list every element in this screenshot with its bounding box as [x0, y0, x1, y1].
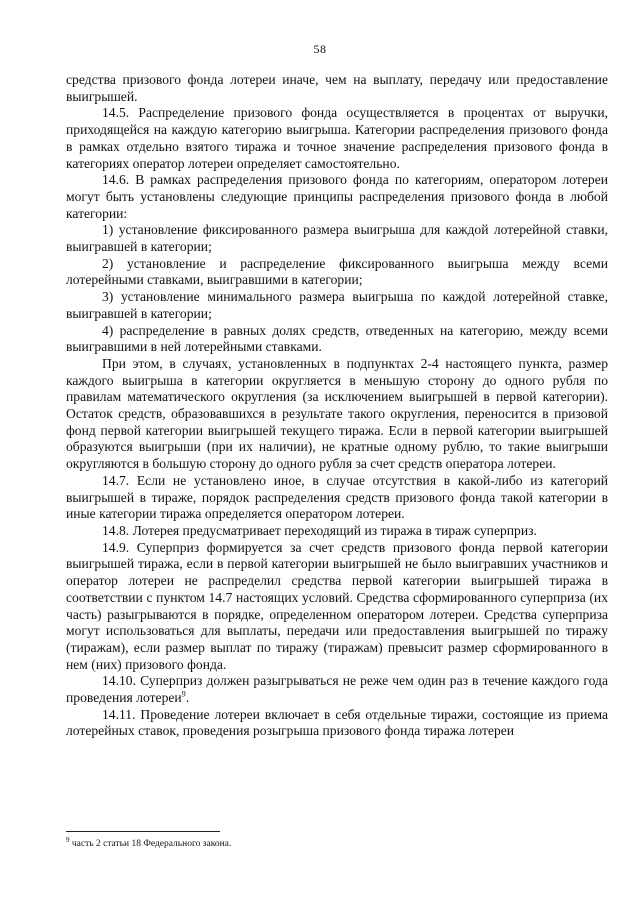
paragraph-14-6: 14.6. В рамках распределения призового фонда по категориям, оператором лотереи могут быть установлены следующие принципы распределения призового фонда в любой категории:: [66, 172, 608, 221]
list-item-1: 1) установление фиксированного размера выигрыша для каждой лотерейной ставки, выигравшей в категории;: [66, 222, 608, 255]
list-item-2: 2) установление и распределение фиксированного выигрыша между всеми лотерейными ставками, выигравшими в категории;: [66, 255, 608, 288]
paragraph-14-7: 14.7. Если не установлено иное, в случае отсутствия в какой-либо из категорий выигрышей в тираже, порядок распределения средств призового фонда такой категории в иные категории тиража определяется оператором лотереи.: [66, 472, 608, 522]
page-number: 58: [313, 42, 327, 56]
paragraph-14-5: 14.5. Распределение призового фонда осуществляется в процентах от выручки, приходящейся на каждую категорию выигрыша. Категории распределения призового фонда в рамках отдельно взятого тиража и точное значение распределения призового фонда в категориях оператор лотереи определяет самостоятельно.: [66, 105, 608, 171]
paragraph-continuation: средства призового фонда лотереи иначе, чем на выплату, передачу или предоставление выигрышей.: [66, 72, 608, 104]
list-item-3: 3) установление минимального размера выигрыша по каждой лотерейной ставке, выигравшей в категории;: [66, 289, 608, 321]
paragraph-14-9: 14.9. Суперприз формируется за счет средств призового фонда первой категории выигрышей тиража, если в первой категории выигрышей не было выигравших участников и оператор лотереи не распределил средства первой категории выигрышей тиража в соответствии с пунктом 14.7 настоящих условий. Средства сформированного суперприза (их часть) разыгрываются в порядке, определенном оператором лотереи. Средства суперприза могут использоваться для выплаты, передачи или предоставления выигрышей по тиражу (тиражам), если размер выплат по тиражу (тиражам) превысит размер сформированного в нем (них) призового фонда.: [66, 539, 608, 672]
list-item-4: 4) распределение в равных долях средств, отведенных на категорию, между всеми выигравшими в ней лотерейными ставками.: [66, 322, 608, 355]
paragraph-14-10-tail: .: [185, 690, 190, 706]
footnote-reference: 9: [181, 689, 186, 699]
footnote: [66, 835, 606, 850]
paragraph-14-10: [66, 673, 608, 706]
footnote-text: часть 2 статьи 18 Федерального закона.: [71, 839, 232, 849]
paragraph-14-10-text: 14.10. Суперприз должен разыгрываться не реже чем один раз в течение каждого года проведения лотереи: [66, 673, 608, 706]
paragraph-14-8: 14.8. Лотерея предусматривает переходящий из тиража в тираж суперприз.: [102, 522, 537, 538]
paragraph-rounding: При этом, в случаях, установленных в подпунктах 2-4 настоящего пункта, размер каждого выигрыша в категории округляется в меньшую сторону до одного рубля по правилам математического округления (за исключением выигрышей в первой категории). Остаток средств, образовавшихся в результате такого округления, переносится в призовой фонд первой категории выигрышей текущего тиража. Если в первой категории выигрышей образуются выигрыши (при их наличии), не кратные одному рублю, то такие выигрыши округляются в большую сторону до одного рубля за счет средств оператора лотереи.: [66, 355, 608, 472]
paragraph-14-11: 14.11. Проведение лотереи включает в себя отдельные тиражи, состоящие из приема лотерейных ставок, проведения розыгрыша призового фонда тиража лотереи: [66, 706, 608, 739]
footnote-divider: [66, 831, 220, 832]
footnote-number: 9: [66, 835, 70, 844]
page-body: [66, 72, 608, 740]
